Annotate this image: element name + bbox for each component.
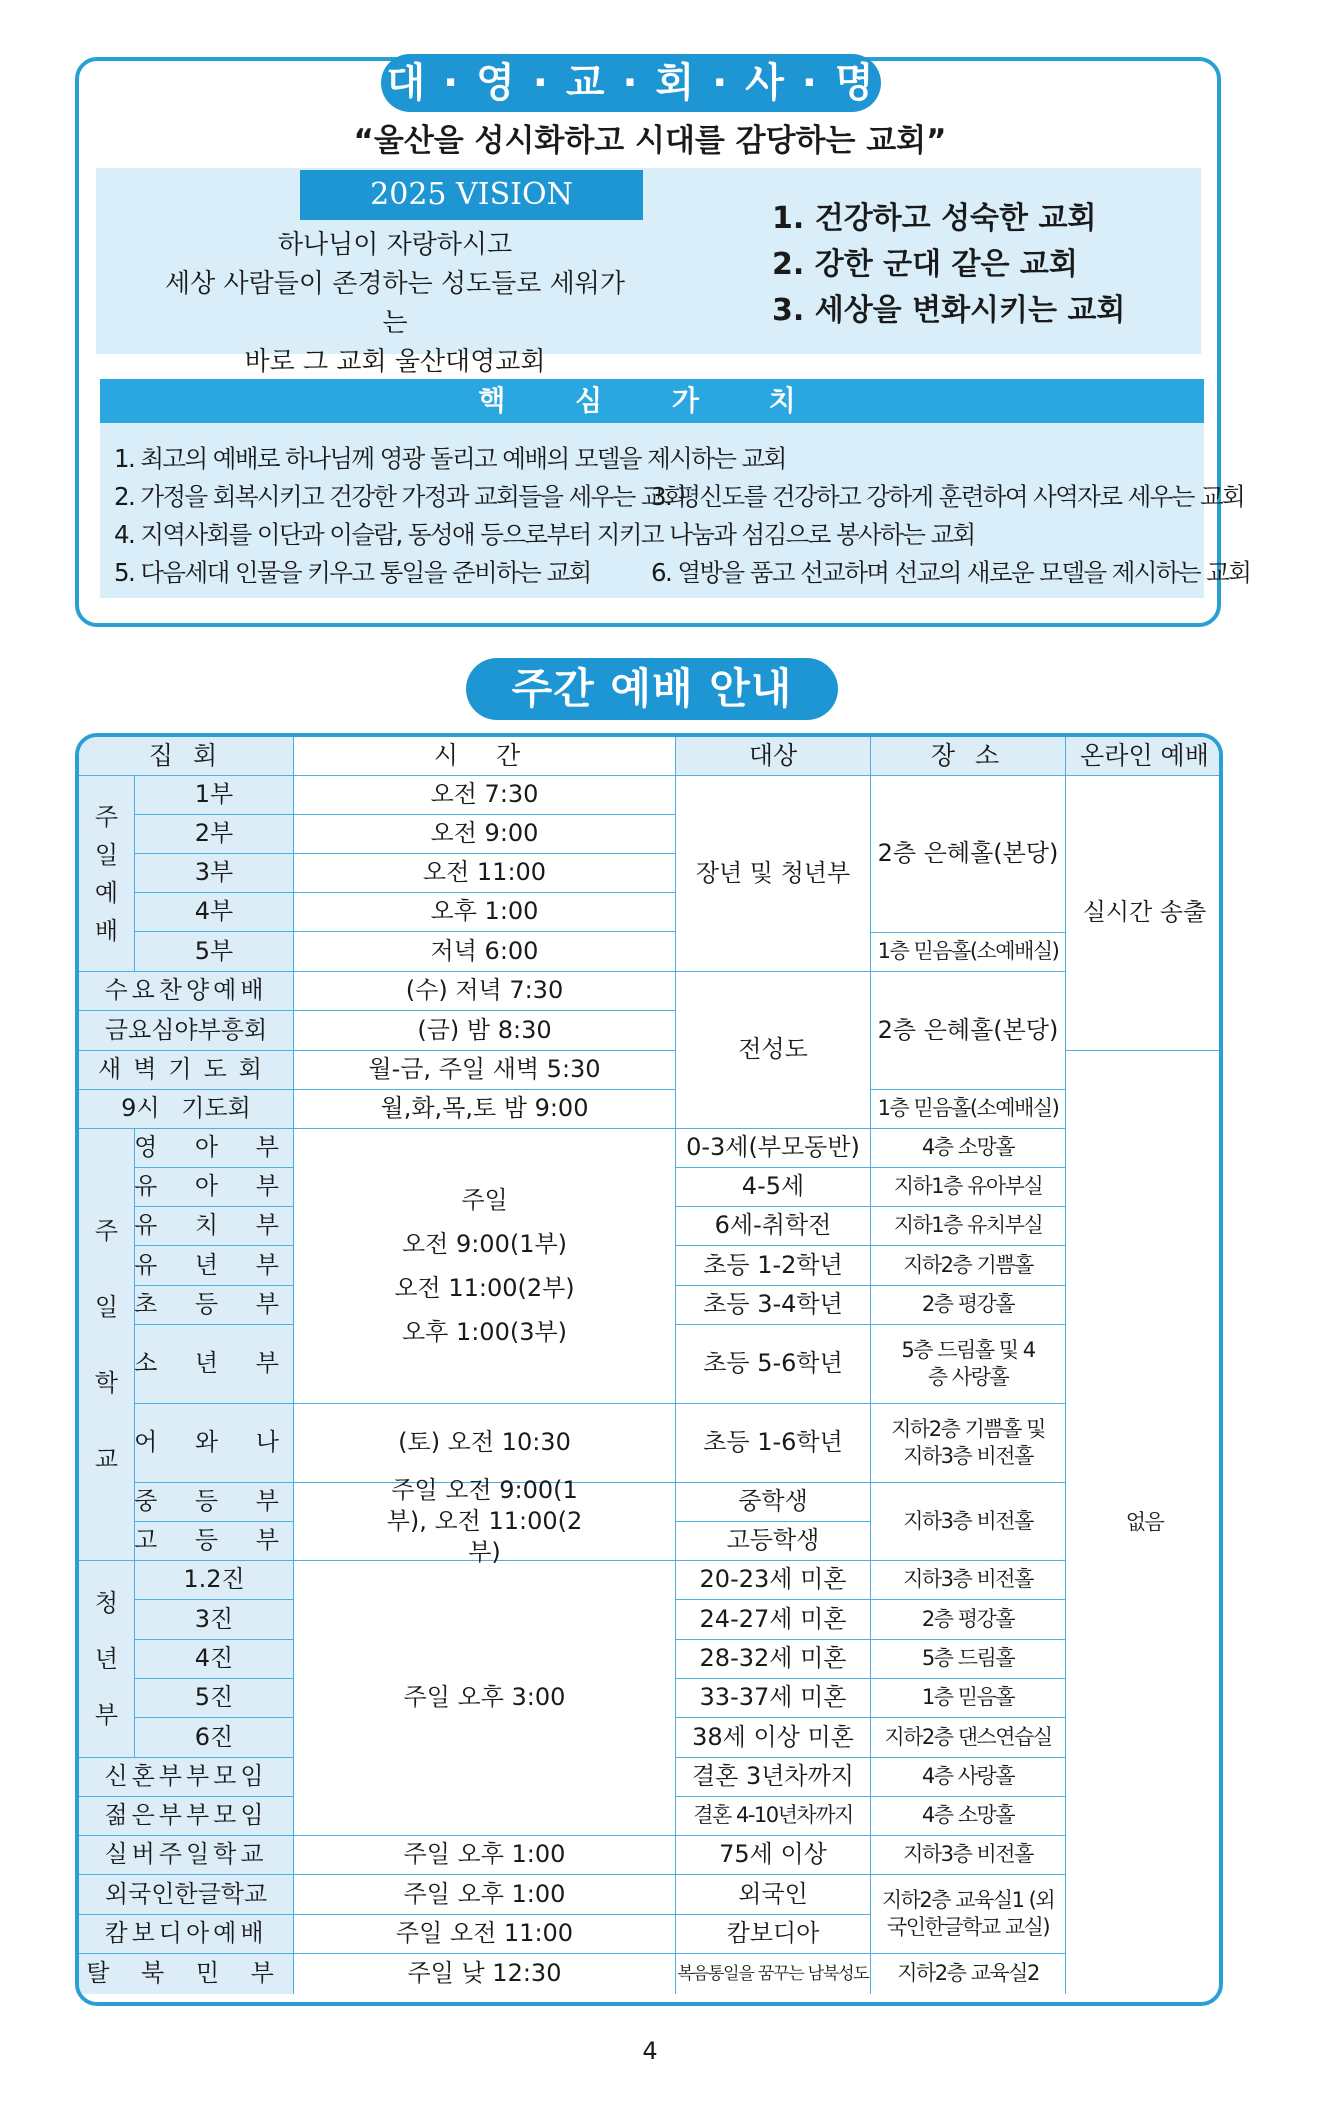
service-time: 오전 9:00 <box>294 815 676 854</box>
young-adult-target: 38세 이상 미혼 <box>676 1718 871 1758</box>
service-time: 주일 오전 9:00(1부), 오전 11:00(2부) <box>294 1483 676 1561</box>
vision-tag: 2025 VISION <box>300 170 643 220</box>
core-value-item: 3. 평신도를 건강하고 강하게 훈련하여 사역자로 세우는 교회 <box>651 482 1245 511</box>
school-place: 지하1층 유치부실 <box>871 1207 1066 1246</box>
page-number: 4 <box>642 2037 658 2065</box>
service-name: 유 년 부 <box>135 1246 294 1286</box>
school-place: 2층 평강홀 <box>871 1286 1066 1325</box>
other-target: 캄보디아 <box>676 1915 871 1954</box>
foreign-place: 지하2층 교육실1 (외국인한글학교 교실) <box>871 1875 1066 1954</box>
service-name: 3진 <box>135 1600 294 1640</box>
online-none: 없음 <box>1125 1509 1164 1534</box>
sunday-place-5: 1층 믿음홀(소예배실) <box>871 933 1066 972</box>
school-place: 5층 드림홀 및 4층 사랑홀 <box>871 1325 1066 1404</box>
weekday-place-9: 1층 믿음홀(소예배실) <box>871 1090 1066 1129</box>
service-time: 오전 7:30 <box>294 776 676 815</box>
service-time: (토) 오전 10:30 <box>294 1404 676 1483</box>
service-name: 1.2진 <box>135 1561 294 1600</box>
service-name: 1부 <box>135 776 294 815</box>
young-adult-place: 지하2층 댄스연습실 <box>871 1718 1066 1758</box>
young-adult-time: 주일 오후 3:00 <box>294 1561 676 1836</box>
young-adult-place: 1층 믿음홀 <box>871 1679 1066 1718</box>
core-value-item: 1. 최고의 예배로 하나님께 영광 돌리고 예배의 모델을 제시하는 교회 <box>114 444 786 473</box>
service-name: 4부 <box>135 893 294 932</box>
service-name: 9시 기도회 <box>79 1090 294 1129</box>
header-time: 시 간 <box>294 737 676 776</box>
service-name: 캄보디아예배 <box>79 1915 294 1954</box>
group-label-school: 주일학교 <box>79 1129 135 1561</box>
other-place: 지하3층 비전홀 <box>871 1836 1066 1875</box>
vision-line: 하나님이 자랑하시고 <box>277 230 513 260</box>
service-name: 어 와 나 <box>135 1404 294 1483</box>
young-adult-target: 24-27세 미혼 <box>676 1600 871 1640</box>
service-name: 3부 <box>135 854 294 893</box>
vision-goals <box>772 196 1125 334</box>
service-name: 초 등 부 <box>135 1286 294 1325</box>
school-time-line: 오전 9:00(1부) <box>401 1230 568 1258</box>
other-target: 외국인 <box>676 1875 871 1915</box>
couples-target: 결혼 3년차까지 <box>676 1758 871 1797</box>
school-place: 지하2층 기쁨홀 및 지하3층 비전홀 <box>871 1404 1066 1483</box>
goal-item: 3. 세상을 변화시키는 교회 <box>772 293 1126 328</box>
school-place: 지하1층 유아부실 <box>871 1168 1066 1207</box>
group-label-young-adult: 청년부 <box>79 1561 135 1758</box>
school-time-line: 오후 1:00(3부) <box>401 1318 568 1346</box>
school-target: 초등 1-6학년 <box>676 1404 871 1483</box>
core-value-item: 2. 가정을 회복시키고 건강한 가정과 교회들을 세우는 교회 <box>114 482 686 511</box>
service-name: 외국인한글학교 <box>79 1875 294 1915</box>
service-time: 주일 낮 12:30 <box>294 1954 676 1994</box>
service-time: 오전 11:00 <box>294 854 676 893</box>
header-online: 온라인 예배 <box>1066 737 1223 776</box>
other-target: 복음통일을 꿈꾸는 남북성도 <box>676 1954 871 1994</box>
service-name: 젊은부부모임 <box>79 1797 294 1836</box>
vision-line: 바로 그 교회 울산대영교회 <box>244 347 546 377</box>
school-place: 지하3층 비전홀 <box>871 1483 1066 1561</box>
school-target: 중학생 <box>676 1483 871 1522</box>
school-time-line: 오전 11:00(2부) <box>394 1274 575 1302</box>
group-label-sunday: 주일예배 <box>79 776 135 972</box>
service-time: 주일 오전 11:00 <box>294 1915 676 1954</box>
service-name: 2부 <box>135 815 294 854</box>
service-name: 6진 <box>135 1718 294 1758</box>
young-adult-target: 20-23세 미혼 <box>676 1561 871 1600</box>
service-name: 금요심야부흥회 <box>79 1011 294 1051</box>
header-place: 장 소 <box>871 737 1066 776</box>
young-adult-target: 33-37세 미혼 <box>676 1679 871 1718</box>
young-adult-place: 지하3층 비전홀 <box>871 1561 1066 1600</box>
service-name: 4진 <box>135 1640 294 1679</box>
weekday-target: 전성도 <box>676 972 871 1129</box>
service-time: (금) 밤 8:30 <box>294 1011 676 1051</box>
sunday-place-main: 2층 은혜홀(본당) <box>871 776 1066 933</box>
header-target: 대상 <box>676 737 871 776</box>
school-target: 초등 3-4학년 <box>676 1286 871 1325</box>
service-name: 실버주일학교 <box>79 1836 294 1875</box>
service-name: 신혼부부모임 <box>79 1758 294 1797</box>
core-value-item: 5. 다음세대 인물을 키우고 통일을 준비하는 교회 <box>114 558 591 587</box>
other-place: 지하2층 교육실2 <box>871 1954 1066 1994</box>
school-place: 지하2층 기쁨홀 <box>871 1246 1066 1286</box>
service-time: 월-금, 주일 새벽 5:30 <box>294 1051 676 1090</box>
goal-item: 2. 강한 군대 같은 교회 <box>772 247 1078 282</box>
mission-title: 대 · 영 · 교 · 회 · 사 · 명 <box>381 54 881 112</box>
service-name: 중 등 부 <box>135 1483 294 1522</box>
vision-line: 세상 사람들이 존경하는 성도들로 세워가는 <box>164 269 626 338</box>
header-gathering: 집 회 <box>79 737 294 776</box>
service-time: 주일 오후 1:00 <box>294 1836 676 1875</box>
other-target: 75세 이상 <box>676 1836 871 1875</box>
couples-place: 4층 소망홀 <box>871 1797 1066 1836</box>
school-target: 4-5세 <box>676 1168 871 1207</box>
service-name: 영 아 부 <box>135 1129 294 1168</box>
service-time: 주일 오후 1:00 <box>294 1875 676 1915</box>
service-time: 월,화,목,토 밤 9:00 <box>294 1090 676 1129</box>
goal-item: 1. 건강하고 성숙한 교회 <box>772 201 1097 236</box>
young-adult-place: 5층 드림홀 <box>871 1640 1066 1679</box>
school-target: 초등 1-2학년 <box>676 1246 871 1286</box>
service-name: 수요찬양예배 <box>79 972 294 1011</box>
service-name: 고 등 부 <box>135 1522 294 1561</box>
schedule-table <box>75 733 1223 2006</box>
service-name: 탈 북 민 부 <box>79 1954 294 1994</box>
school-target: 0-3세(부모동반) <box>676 1129 871 1168</box>
school-time <box>294 1129 676 1404</box>
service-name: 새벽기도회 <box>79 1051 294 1090</box>
service-name: 유 아 부 <box>135 1168 294 1207</box>
core-values-title: 핵 심 가 치 <box>100 379 1204 423</box>
service-time: 오후 1:00 <box>294 893 676 932</box>
schedule-title: 주간 예배 안내 <box>466 658 838 720</box>
service-name: 5진 <box>135 1679 294 1718</box>
weekday-place-main: 2층 은혜홀(본당) <box>871 972 1066 1090</box>
school-target: 초등 5-6학년 <box>676 1325 871 1404</box>
service-time: (수) 저녁 7:30 <box>294 972 676 1011</box>
couples-target: 결혼 4-10년차까지 <box>676 1797 871 1836</box>
young-adult-place: 2층 평강홀 <box>871 1600 1066 1640</box>
couples-place: 4층 사랑홀 <box>871 1758 1066 1797</box>
service-time: 저녁 6:00 <box>294 932 676 972</box>
school-place: 4층 소망홀 <box>871 1129 1066 1168</box>
service-name: 소 년 부 <box>135 1325 294 1404</box>
mission-motto: “울산을 성시화하고 시대를 감당하는 교회” <box>353 123 947 159</box>
service-name: 5부 <box>135 932 294 972</box>
online-live: 실시간 송출 <box>1066 776 1223 1051</box>
service-name: 유 치 부 <box>135 1207 294 1246</box>
core-value-item: 6. 열방을 품고 선교하며 선교의 새로운 모델을 제시하는 교회 <box>651 558 1251 587</box>
school-target: 고등학생 <box>676 1522 871 1561</box>
young-adult-target: 28-32세 미혼 <box>676 1640 871 1679</box>
vision-statement <box>160 226 630 382</box>
school-time-line: 주일 <box>461 1186 508 1214</box>
core-value-item: 4. 지역사회를 이단과 이슬람, 동성애 등으로부터 지키고 나눔과 섬김으로 봉사하는 교회 <box>114 520 975 549</box>
sunday-target: 장년 및 청년부 <box>676 776 871 972</box>
school-target: 6세-취학전 <box>676 1207 871 1246</box>
